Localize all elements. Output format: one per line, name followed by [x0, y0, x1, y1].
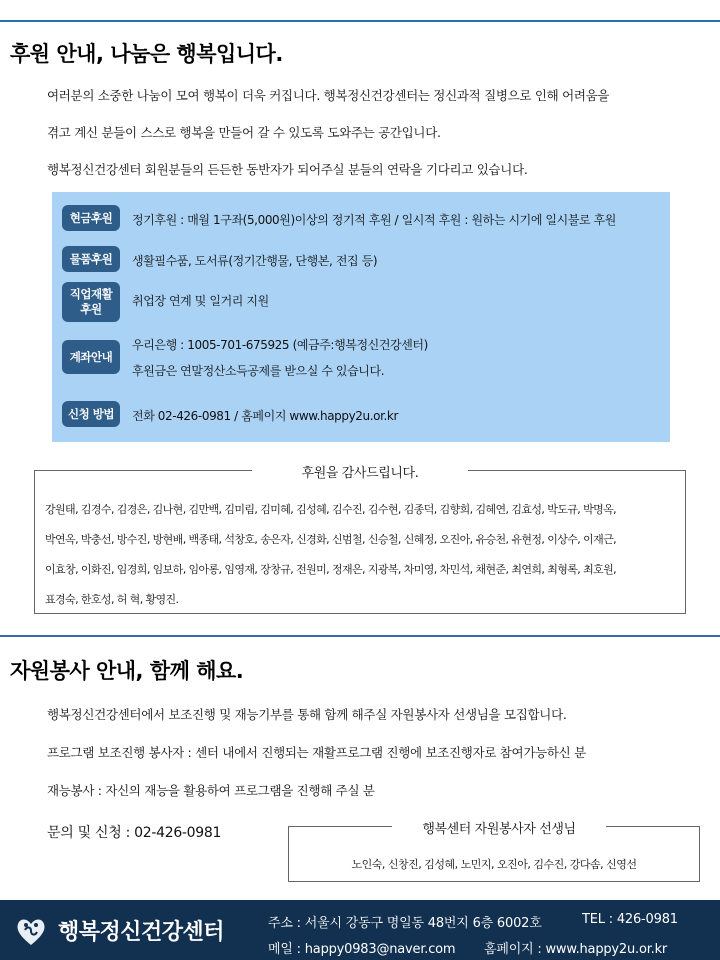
thanks-rule-left: [34, 470, 252, 471]
account-label: 계좌안내: [62, 340, 120, 374]
job-donation-label: 직업재활 후원: [62, 282, 120, 322]
donor-names-line-1: 강원태, 김경수, 김경은, 김나현, 김만백, 김미림, 김미혜, 김성혜, 김수진, 김수현, 김종덕, 김향희, 김혜연, 김효성, 박도규, 박명옥,: [45, 503, 617, 516]
footer-homepage[interactable]: 홈페이지 : www.happy2u.or.kr: [484, 942, 668, 957]
donation-row-cash: [62, 204, 120, 232]
donor-names-line-3: 이효창, 이화진, 임경희, 임보하, 임아롱, 임영재, 장창규, 전원미, 정재은, 지광복, 차미영, 차민석, 채현준, 최연희, 최형록, 최호원,: [45, 563, 617, 576]
goods-donation-text: 생활필수품, 도서류(정기간행물, 단행본, 전집 등): [132, 254, 378, 268]
footer-tel: TEL : 426-0981: [582, 912, 678, 927]
donor-names-line-2: 박연옥, 박충선, 방수진, 방현배, 백종태, 석창호, 송은자, 신경화, 신범철, 신승철, 신혜정, 오진아, 유승천, 유현정, 이상수, 이재근,: [45, 533, 617, 546]
donation-intro-line-3: 행복정신건강센터 회원분들의 든든한 동반자가 되어주실 분들의 연락을 기다리고 있습니다.: [47, 162, 528, 177]
tax-deduction-text: 후원금은 연말정산소득공제를 받으실 수 있습니다.: [132, 364, 385, 378]
volunteer-box-title: 행복센터 자원봉사자 선생님: [422, 822, 576, 837]
cash-donation-label: 현금후원: [62, 205, 120, 231]
heart-logo-icon: [14, 914, 48, 948]
volunteer-rule-left: [288, 826, 392, 827]
volunteer-heading: 자원봉사 안내, 함께 해요.: [10, 659, 244, 683]
thanks-rule-right: [468, 470, 686, 471]
donation-info-panel: [52, 192, 670, 442]
center-logo-text: 행복정신건강센터: [58, 920, 225, 945]
donation-heading: 후원 안내, 나눔은 행복입니다.: [10, 42, 283, 66]
apply-method-text: 전화 02-426-0981 / 홈페이지 www.happy2u.or.kr: [132, 409, 399, 423]
job-donation-text: 취업장 연계 및 일거리 지원: [132, 294, 269, 308]
volunteer-line-2: 프로그램 보조진행 봉사자 : 센터 내에서 진행되는 재활프로그램 진행에 보조진행자로 참여가능하신 분: [47, 745, 586, 760]
donation-row-account: [62, 340, 120, 374]
donation-intro-line-2: 겪고 계신 분들이 스스로 행복을 만들어 갈 수 있도록 도와주는 공간입니다.: [47, 125, 441, 140]
footer-email[interactable]: 메일 : happy0983@naver.com: [268, 942, 456, 957]
cash-donation-text: 정기후원 : 매월 1구좌(5,000원)이상의 정기적 후원 / 일시적 후원 : 원하는 시기에 일시불로 후원: [132, 213, 616, 227]
volunteer-contact: 문의 및 신청 : 02-426-0981: [47, 825, 222, 841]
footer-address: 주소 : 서울시 강동구 명일동 48번지 6층 6002호: [268, 916, 542, 931]
top-divider: [0, 20, 720, 22]
mid-divider: [0, 635, 720, 637]
donor-names-line-4: 표경숙, 한호성, 허 혁, 황영진.: [45, 593, 179, 606]
donor-thanks-title: 후원을 감사드립니다.: [301, 466, 419, 481]
volunteer-line-3: 재능봉사 : 자신의 재능을 활용하여 프로그램을 진행해 주실 분: [47, 783, 375, 798]
volunteer-line-1: 행복정신건강센터에서 보조진행 및 재능기부를 통해 함께 해주실 자원봉사자 선생님을 모집합니다.: [47, 707, 567, 722]
apply-method-label: 신청 방법: [62, 401, 120, 427]
donation-row-goods: [62, 245, 120, 273]
volunteer-names: 노인숙, 신창진, 김성혜, 노민지, 오진아, 김수진, 강다솜, 신영선: [351, 858, 637, 871]
donation-row-job: [62, 282, 120, 322]
footer-bar: [0, 900, 720, 960]
donation-intro-line-1: 여러분의 소중한 나눔이 모여 행복이 더욱 커집니다. 행복정신건강센터는 정신과적 질병으로 인해 어려움을: [47, 88, 610, 103]
volunteer-rule-right: [606, 826, 700, 827]
account-text: 우리은행 : 1005-701-675925 (예금주:행복정신건강센터): [132, 338, 428, 352]
goods-donation-label: 물품후원: [62, 246, 120, 272]
donation-row-apply: [62, 400, 120, 428]
